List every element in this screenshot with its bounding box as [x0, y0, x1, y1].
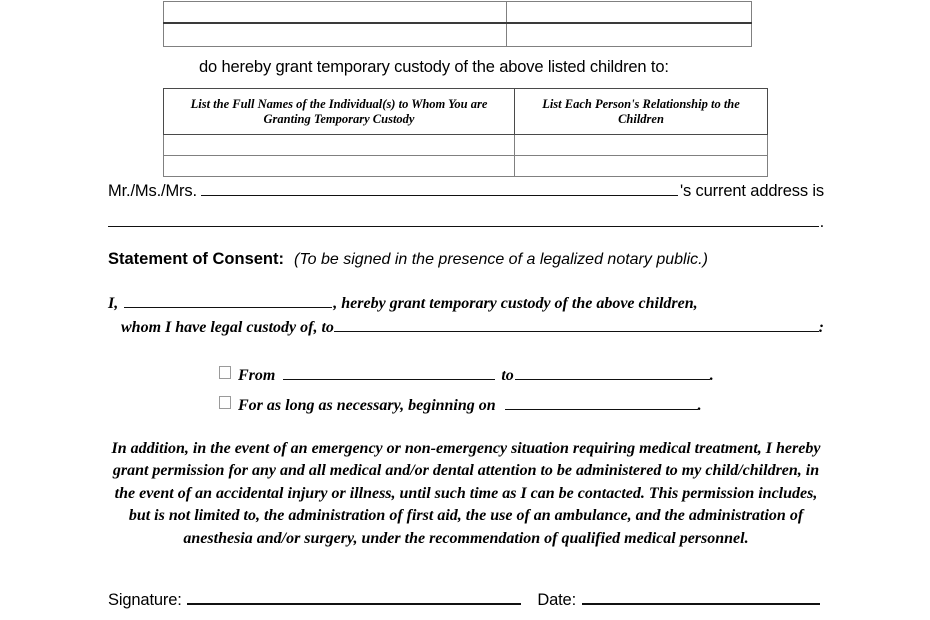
- table-row[interactable]: [164, 135, 768, 156]
- consent-grantor-input[interactable]: [124, 293, 332, 308]
- consent-i-label: I,: [108, 295, 119, 312]
- consent-line-2-prefix: whom I have legal custody of, to: [121, 319, 334, 336]
- to-date-input[interactable]: [515, 366, 710, 380]
- beginning-on-date-input[interactable]: [505, 396, 698, 410]
- consent-line-1: [108, 293, 824, 313]
- statement-of-consent-heading: [108, 250, 708, 269]
- address-suffix-label: 's current address is: [680, 182, 824, 200]
- from-to-period: .: [709, 367, 714, 384]
- grant-custody-sentence: do hereby grant temporary custody of the above listed children to:: [199, 58, 669, 76]
- duration-option-as-long-as-necessary[interactable]: [219, 396, 731, 415]
- address-name-input[interactable]: [201, 180, 678, 196]
- as-long-as-necessary-period: .: [697, 397, 702, 414]
- custodian-relationship-header: List Each Person's Relationship to the Children: [515, 89, 768, 135]
- child-name-cell[interactable]: [164, 2, 507, 24]
- address-title-label: Mr./Ms./Mrs.: [108, 182, 197, 200]
- child-relationship-cell[interactable]: [507, 2, 752, 24]
- custodian-name-header: List the Full Names of the Individual(s) to Whom You are Granting Temporary Custody: [164, 89, 515, 135]
- checkbox-as-long-as-necessary-icon[interactable]: [219, 396, 231, 409]
- from-label: From: [238, 367, 276, 384]
- child-relationship-cell[interactable]: [507, 23, 752, 47]
- from-date-input[interactable]: [283, 366, 495, 380]
- consent-line-2: [108, 317, 824, 337]
- current-address-line: [108, 180, 824, 201]
- consent-heading-note: (To be signed in the presence of a legalized notary public.): [294, 251, 708, 268]
- table-row[interactable]: [164, 23, 752, 47]
- custodian-name-cell[interactable]: [164, 135, 515, 156]
- current-address-line-2: [108, 210, 824, 232]
- consent-line-2-colon: :: [818, 319, 824, 336]
- medical-permission-paragraph: In addition, in the event of an emergency or non-emergency situation requiring medical treatment, I hereby grant permission for any and all medical and/or dental attention to be administered to my child/children, in the event of an accidental injury or illness, until such time as I can be contacted. This permission includes, but is not limited to, the administration of first aid, the use of an ambulance, and the administration of anesthesia and/or surgery, under the recommendation of qualified medical personnel.: [111, 440, 821, 547]
- date-label: Date:: [537, 591, 576, 609]
- signature-row: [108, 588, 820, 610]
- consent-heading-label: Statement of Consent:: [108, 250, 285, 268]
- custodian-relationship-cell[interactable]: [515, 156, 768, 177]
- consent-grantee-input[interactable]: [334, 317, 819, 332]
- consent-line-1-text: , hereby grant temporary custody of the above children,: [333, 295, 698, 312]
- signature-label: Signature:: [108, 591, 182, 609]
- custodian-name-cell[interactable]: [164, 156, 515, 177]
- signature-input[interactable]: [187, 588, 522, 605]
- address-value-input[interactable]: [108, 210, 819, 227]
- child-name-cell[interactable]: [164, 23, 507, 47]
- date-input[interactable]: [582, 588, 820, 605]
- children-table: [163, 1, 752, 47]
- custodian-relationship-cell[interactable]: [515, 135, 768, 156]
- custodian-table: [163, 88, 768, 177]
- consent-paragraph: [108, 293, 824, 337]
- checkbox-from-to-icon[interactable]: [219, 366, 231, 379]
- as-long-as-necessary-label: For as long as necessary, beginning on: [238, 397, 496, 414]
- table-row[interactable]: [164, 2, 752, 24]
- to-label: to: [501, 367, 514, 384]
- table-row[interactable]: [164, 156, 768, 177]
- table-header-row: [164, 89, 768, 135]
- duration-option-from-to[interactable]: [219, 366, 731, 385]
- address-period: .: [819, 213, 824, 231]
